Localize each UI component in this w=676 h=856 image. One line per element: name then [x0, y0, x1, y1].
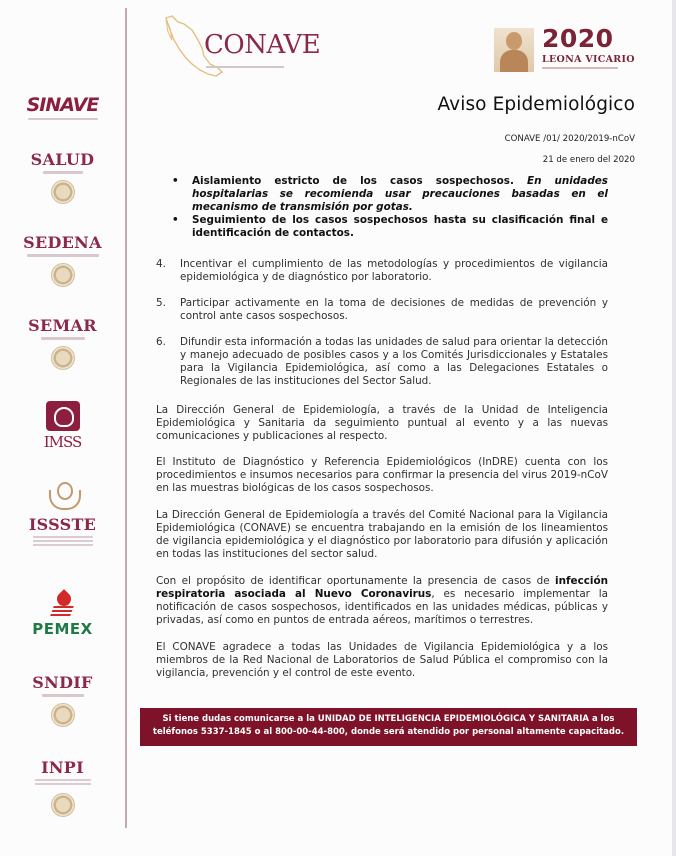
- paragraph-text: Con el propósito de identificar oportunamente la presencia de casos de: [156, 575, 556, 587]
- national-seal-icon: [51, 180, 75, 204]
- semar-name: SEMAR: [28, 316, 97, 335]
- imss-name: IMSS: [43, 433, 82, 451]
- item-number: 5.: [156, 297, 166, 309]
- paragraph-text: , es necesario implementar la notificación de casos sospechosos, identificados en las unidades médicas, públicas y privadas, así como en puntos de entrada aéreos, marítimos o terrestres.: [156, 588, 609, 627]
- issste-name: ISSSTE: [28, 515, 97, 534]
- leona-vicario-text: LEONA VICARIO: [542, 54, 635, 65]
- semar-logo: [0, 317, 125, 370]
- item-text: Incentivar el cumplimiento de las metodologías y procedimientos de vigilancia epidemiológica y de diagnóstico por laboratorio.: [180, 258, 608, 284]
- imss-emblem-icon: [46, 401, 80, 431]
- leona-vicario-portrait-icon: [494, 28, 534, 72]
- bullet-italic-text: En unidades hospitalarias se recomienda usar precauciones basadas en el mecanismo de transmisión por gotas.: [192, 175, 608, 214]
- sedena-logo: [0, 234, 125, 287]
- paragraph-bold-text: infección respiratoria asociada al Nuevo Coronavirus: [156, 575, 608, 601]
- bullet-bold-text: Seguimiento de los casos sospechosos hasta su clasificación final e identificación de contactos.: [192, 214, 608, 240]
- sedena-name: SEDENA: [23, 233, 102, 252]
- semar-subtitle: [41, 337, 85, 340]
- leona-vicario-logo: [494, 24, 635, 76]
- paragraph-dge-uies: La Dirección General de Epidemiología, a través de la Unidad de Inteligencia Epidemiológica y Sanitaria da seguimiento puntual al evento y a las nuevas comunicaciones y publicaciones al respecto.: [156, 404, 608, 443]
- pemex-name: PEMEX: [32, 620, 93, 638]
- document-reference: CONAVE /01/ 2020/2019-nCoV: [504, 134, 635, 144]
- sidebar-logos: [0, 0, 125, 856]
- measures-bullet-list: [172, 175, 608, 240]
- imss-logo: [0, 401, 125, 451]
- sndif-subtitle: [42, 694, 84, 697]
- sndif-logo: [0, 674, 125, 727]
- sinave-subtitle: [28, 118, 98, 120]
- conave-subtitle: [206, 66, 284, 68]
- contact-notice-banner: [140, 708, 637, 746]
- bullet-item: [172, 214, 608, 240]
- issste-hands-icon: [47, 482, 79, 510]
- national-seal-icon: [51, 703, 75, 727]
- conave-logo: [162, 12, 321, 82]
- year-2020-text: 2020: [542, 24, 614, 53]
- pemex-eagle-icon: [50, 592, 76, 618]
- conave-logo-text: CONAVE: [204, 30, 321, 60]
- item-number: 6.: [156, 336, 166, 348]
- item-number: 4.: [156, 258, 166, 270]
- sndif-name: SNDIF: [32, 673, 93, 692]
- paragraph-conave-lineamientos: La Dirección General de Epidemiología a través del Comité Nacional para la Vigilancia Epidemiológica (CONAVE) se encuentra trabajando en la emisión de los lineamientos de vigilancia epidemiológica y el diagnóstico por laboratorio para difusión y aplicación en todas las instituciones del sector salud.: [156, 509, 608, 561]
- sedena-subtitle: [27, 254, 99, 257]
- document-date: 21 de enero del 2020: [542, 155, 635, 165]
- inpi-subtitle: [35, 779, 91, 787]
- numbered-item-5: [156, 297, 608, 323]
- inpi-name: INPI: [41, 758, 84, 777]
- item-text: Difundir esta información a todas las unidades de salud para orientar la detección y manejo adecuado de posibles casos y a los Comités Jurisdiccionales y Estatales para la Vigilancia Epidemiológica, así como a las Delegaciones Estatales o Regionales de las instituciones del Sector Salud.: [180, 336, 608, 388]
- salud-subtitle: [43, 171, 83, 174]
- paragraph-notificacion: [156, 575, 608, 627]
- sinave-logo-text: SINAVE: [26, 94, 99, 116]
- vertical-divider: [125, 8, 127, 828]
- notice-line-2: teléfonos 5337-1845 o al 800-00-44-800, donde será atendido por personal altamente capacitado.: [152, 727, 625, 737]
- numbered-item-4: [156, 258, 608, 284]
- page-edge: [672, 0, 676, 856]
- national-seal-icon: [51, 263, 75, 287]
- issste-subtitle: [33, 536, 93, 548]
- national-seal-icon: [51, 793, 75, 817]
- numbered-item-6: [156, 336, 608, 388]
- salud-name: SALUD: [30, 150, 95, 169]
- page-title: Aviso Epidemiológico: [437, 94, 635, 115]
- issste-logo: [0, 482, 125, 548]
- pemex-logo: [0, 592, 125, 638]
- bullet-bold-text: Aislamiento estricto de los casos sospechosos.: [192, 175, 527, 187]
- sinave-logo: [0, 94, 125, 120]
- paragraph-indre: El Instituto de Diagnóstico y Referencia Epidemiológicos (InDRE) cuenta con los procedimientos e insumos necesarios para confirmar la presencia del virus 2019-nCoV en las muestras biológicas de los casos sospechosos.: [156, 456, 608, 495]
- bullet-item: [172, 175, 608, 214]
- national-seal-icon: [51, 346, 75, 370]
- notice-line-1: Si tiene dudas comunicarse a la UNIDAD DE INTELIGENCIA EPIDEMIOLÓGICA Y SANITARIA a los: [162, 714, 615, 724]
- paragraph-agradecimiento: El CONAVE agradece a todas las Unidades de Vigilancia Epidemiológica y a los miembros de la Red Nacional de Laboratorios de Salud Pública el compromiso con la vigilancia, prevención y el control de este evento.: [156, 641, 608, 680]
- leona-vicario-subtitle: [542, 67, 618, 69]
- item-text: Participar activamente en la toma de decisiones de medidas de prevención y control ante casos sospechosos.: [180, 297, 608, 323]
- salud-logo: [0, 151, 125, 204]
- inpi-logo: [0, 759, 125, 817]
